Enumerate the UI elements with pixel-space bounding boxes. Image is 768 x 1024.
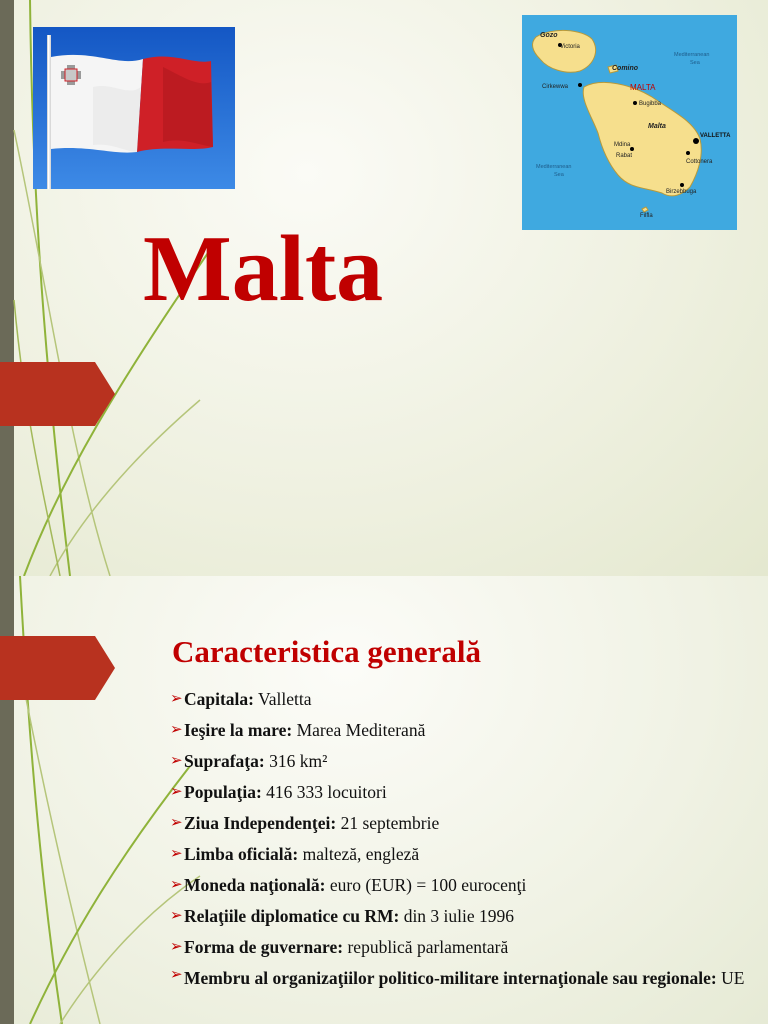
map-label-comino: Comino bbox=[612, 65, 639, 72]
map-label-mdina: Mdina bbox=[614, 142, 631, 148]
malta-map-image bbox=[522, 15, 737, 230]
fact-value: malteză, engleză bbox=[298, 844, 420, 864]
map-label-sea-sw-1: Mediterranean bbox=[536, 164, 572, 170]
list-item bbox=[170, 746, 760, 777]
fact-value: Marea Mediterană bbox=[292, 720, 426, 740]
list-item bbox=[170, 901, 760, 932]
map-label-cottonera: Cottonera bbox=[686, 159, 713, 165]
fact-value: 316 km² bbox=[264, 751, 328, 771]
fact-value: 416 333 locuitori bbox=[261, 782, 387, 802]
map-label-sea-ne-1: Mediterranean bbox=[674, 52, 710, 58]
list-item bbox=[170, 932, 760, 963]
slide-title-text: Malta bbox=[143, 217, 384, 321]
bullet-arrow-icon: ➢ bbox=[170, 908, 183, 924]
fact-label: Moneda naţională: bbox=[184, 875, 326, 895]
fact-label: Capitala: bbox=[184, 689, 254, 709]
fact-label: Suprafaţa: bbox=[184, 751, 265, 771]
map-label-filfla: Filfla bbox=[640, 213, 653, 219]
map-label-malta-island: Malta bbox=[648, 123, 666, 130]
map-label-victoria: Victoria bbox=[560, 44, 580, 50]
fact-label: Forma de guvernare: bbox=[184, 937, 344, 957]
bullet-arrow-icon: ➢ bbox=[170, 784, 183, 800]
bullet-arrow-icon: ➢ bbox=[170, 753, 183, 769]
list-item bbox=[170, 715, 760, 746]
facts-list bbox=[170, 684, 760, 991]
map-label-cirkewwa: Cirkewwa bbox=[542, 84, 569, 90]
arrow-marker bbox=[0, 362, 115, 426]
arrow-marker bbox=[0, 636, 115, 700]
fact-value: republică parlamentară bbox=[343, 937, 509, 957]
bullet-arrow-icon: ➢ bbox=[170, 877, 183, 893]
map-label-malta-title: MALTA bbox=[630, 83, 656, 92]
fact-label: Relaţiile diplomatice cu RM: bbox=[184, 906, 400, 926]
fact-value: din 3 iulie 1996 bbox=[399, 906, 515, 926]
map-label-sea-sw-2: Sea bbox=[554, 172, 564, 178]
list-item bbox=[170, 684, 760, 715]
list-item bbox=[170, 963, 760, 991]
slide-general-characteristics bbox=[0, 576, 768, 1024]
map-label-birzebbuga: Birzebbuga bbox=[666, 189, 697, 195]
bullet-arrow-icon: ➢ bbox=[170, 939, 183, 955]
fact-label: Ziua Independenţei: bbox=[184, 813, 337, 833]
map-label-bugibba: Bugibba bbox=[639, 101, 662, 107]
map-label-sea-ne-2: Sea bbox=[690, 60, 700, 66]
list-item bbox=[170, 808, 760, 839]
bullet-arrow-icon: ➢ bbox=[170, 967, 183, 983]
fact-value: 21 septembrie bbox=[336, 813, 440, 833]
bullet-arrow-icon: ➢ bbox=[170, 722, 183, 738]
fact-label: Populaţia: bbox=[184, 782, 262, 802]
list-item bbox=[170, 777, 760, 808]
map-label-gozo: Gozo bbox=[540, 32, 558, 39]
bullet-arrow-icon: ➢ bbox=[170, 846, 183, 862]
fact-label: Limba oficială: bbox=[184, 844, 299, 864]
fact-value: euro (EUR) = 100 eurocenţi bbox=[325, 875, 527, 895]
bullet-arrow-icon: ➢ bbox=[170, 815, 183, 831]
section-heading: Caracteristica generală bbox=[172, 634, 482, 669]
list-item bbox=[170, 870, 760, 901]
malta-flag-image bbox=[33, 27, 235, 189]
list-item bbox=[170, 839, 760, 870]
map-label-rabat: Rabat bbox=[616, 153, 633, 159]
fact-value: UE bbox=[716, 968, 745, 988]
fact-value: Valletta bbox=[254, 689, 312, 709]
fact-label: Membru al organizaţiilor politico-militare internaţionale sau regionale: bbox=[184, 968, 717, 988]
fact-label: Ieşire la mare: bbox=[184, 720, 293, 740]
map-label-valletta: VALLETTA bbox=[700, 133, 731, 139]
bullet-arrow-icon: ➢ bbox=[170, 691, 183, 707]
